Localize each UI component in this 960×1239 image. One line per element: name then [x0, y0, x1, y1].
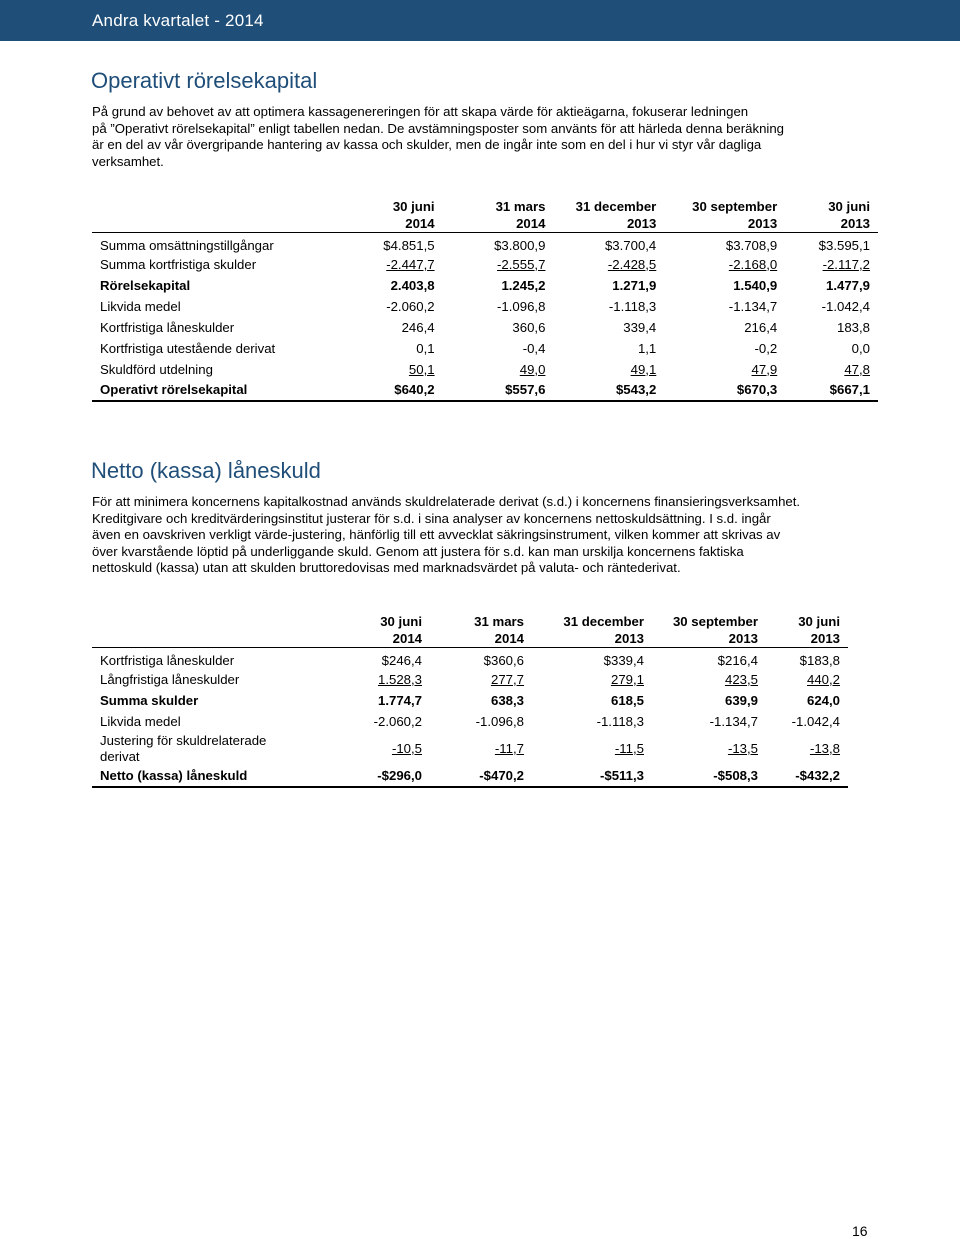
- table-header-row: [92, 613, 848, 648]
- page-number: 16: [852, 1223, 868, 1239]
- table-row-total: Operativt rörelsekapital $640,2 $557,6 $543,2 $670,3 $667,1: [92, 380, 878, 401]
- table-row: Kortfristiga utestående derivat 0,1 -0,4 1,1 -0,2 0,0: [100, 340, 870, 356]
- paragraph-operativt: På grund av behovet av att optimera kassagenereringen för att skapa värde för aktieägarna, fokuserar ledningen på ”Operativt rörelsekapital” enligt tabellen nedan. De avstämningsposter som använts för att härleda denna beräkning är en del av vår övergripande hantering av kassa och skulder, men de ingår inte som en del i hur vi styr vår dagliga verksamhet.: [92, 104, 785, 169]
- table-netto-laneskuld: [92, 613, 848, 788]
- column-header: 30 juni 2014: [339, 198, 435, 233]
- table-header-row: [92, 198, 878, 233]
- column-header: 30 september 2013: [656, 198, 777, 233]
- table-row-total: Netto (kassa) låneskuld -$296,0 -$470,2 -$511,3 -$508,3 -$432,2: [92, 766, 848, 787]
- table-row: Likvida medel -2.060,2 -1.096,8 -1.118,3 -1.134,7 -1.042,4: [100, 298, 870, 314]
- table-row: Summa omsättningstillgångar $4.851,5 $3.800,9 $3.700,4 $3.708,9 $3.595,1: [100, 238, 870, 254]
- header-title: Andra kvartalet - 2014: [92, 11, 264, 30]
- table-row: Justering för skuldrelaterade derivat -10,5 -11,7 -11,5 -13,5 -13,8: [100, 732, 840, 764]
- column-header: 31 mars 2014: [435, 198, 546, 233]
- header-bar: [0, 0, 960, 41]
- table-row: Kortfristiga låneskulder 246,4 360,6 339,4 216,4 183,8: [100, 319, 870, 335]
- column-header: 31 mars 2014: [422, 613, 524, 648]
- column-header: 31 december 2013: [545, 198, 656, 233]
- paragraph-netto: För att minimera koncernens kapitalkostnad används skuldrelaterade derivat (s.d.) i koncernens finansieringsverksamhet. Kreditgivare och kreditvärderingsinstitut justerar för s.d. i sina analyser av koncernens nettoskuldsättning. I s.d. ingår även en oavskriven verkligt värde-justering, hänförlig till ett avvecklat säkringsinstrument, vilken kommer att skrivas av över kvarstående löptid på underliggande skuld. Genom att justera för s.d. kan man urskilja koncernens faktiska nettoskuld (kassa) utan att skulden bruttoredovisas med marknadsvärdet på valuta- och räntederivat.: [92, 494, 801, 575]
- column-header: 30 juni 2013: [777, 198, 878, 233]
- table-row: Summa kortfristiga skulder -2.447,7 -2.555,7 -2.428,5 -2.168,0 -2.117,2: [100, 256, 870, 272]
- column-header: 30 juni 2013: [758, 613, 848, 648]
- table-operativt-rorelsekapital: [92, 198, 878, 402]
- table-row: Kortfristiga låneskulder $246,4 $360,6 $339,4 $216,4 $183,8: [100, 652, 840, 668]
- section-title-operativt: Operativt rörelsekapital: [91, 68, 318, 93]
- column-header: 30 september 2013: [644, 613, 758, 648]
- table-row: Rörelsekapital 2.403,8 1.245,2 1.271,9 1.540,9 1.477,9: [100, 277, 870, 293]
- column-header: 30 juni 2014: [292, 613, 422, 648]
- table-row: Likvida medel -2.060,2 -1.096,8 -1.118,3 -1.134,7 -1.042,4: [100, 713, 840, 729]
- column-header: 31 december 2013: [524, 613, 644, 648]
- table-row: Skuldförd utdelning 50,1 49,0 49,1 47,9 47,8: [100, 361, 870, 377]
- table-row: Långfristiga låneskulder 1.528,3 277,7 279,1 423,5 440,2: [100, 671, 840, 687]
- section-title-netto: Netto (kassa) låneskuld: [91, 458, 321, 483]
- table-row: Summa skulder 1.774,7 638,3 618,5 639,9 624,0: [100, 692, 840, 708]
